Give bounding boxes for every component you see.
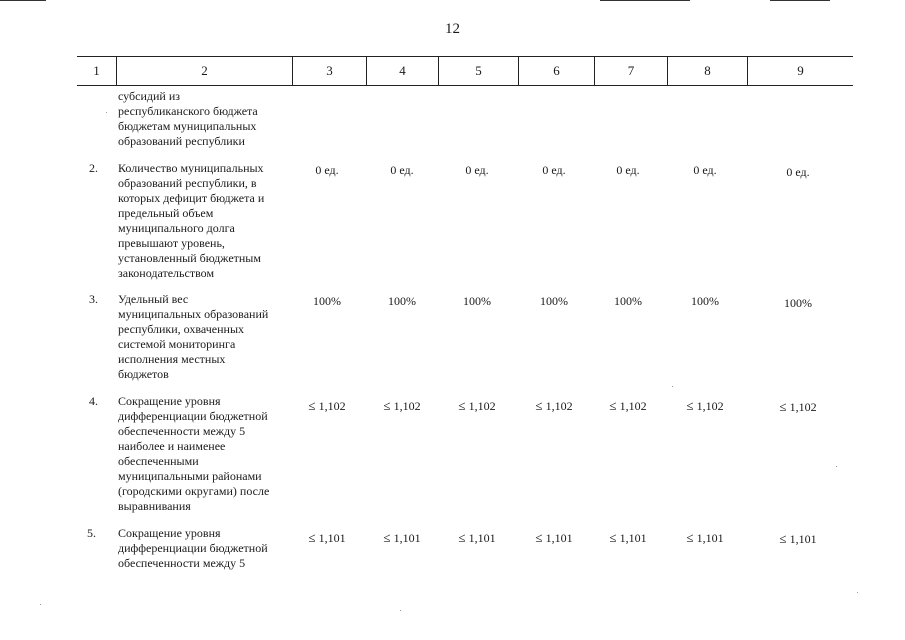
indicator-description: Удельный вес муниципальных образований республики, охваченных системой мониторинга исполнения местных бюджетов [118, 292, 269, 381]
value-col-8: ≤ 1,101 [686, 530, 724, 545]
value-col-5: 100% [463, 294, 491, 308]
value-col-9: 0 ед. [786, 165, 810, 179]
value-col-8: 0 ед. [693, 163, 717, 177]
value-col-7: 100% [614, 294, 642, 308]
value-col-4: 0 ед. [390, 163, 414, 177]
value-col-7: ≤ 1,101 [609, 530, 647, 545]
value-col-4: 100% [388, 294, 416, 308]
scan-speck [40, 604, 41, 605]
value-col-3: ≤ 1,102 [308, 398, 346, 413]
header-cell-3: 3 [292, 57, 366, 85]
value-col-7: 0 ед. [616, 163, 640, 177]
header-cell-8: 8 [667, 57, 747, 85]
value-col-3: ≤ 1,101 [308, 530, 346, 545]
row-number: 5. [87, 526, 96, 540]
indicator-description: Сокращение уровня дифференциации бюджетной обеспеченности между 5 [118, 526, 268, 570]
value-col-6: 0 ед. [542, 163, 566, 177]
value-col-8: 100% [691, 294, 719, 308]
scan-edge-line [0, 0, 46, 1]
header-cell-4: 4 [366, 57, 438, 85]
header-cell-2: 2 [116, 57, 292, 85]
page-number: 12 [445, 21, 460, 37]
row-number: 2. [89, 161, 98, 175]
scan-speck [672, 386, 673, 387]
value-col-9: ≤ 1,101 [779, 531, 817, 546]
header-cell-5: 5 [438, 57, 518, 85]
value-col-8: ≤ 1,102 [686, 398, 724, 413]
value-col-7: ≤ 1,102 [609, 398, 647, 413]
indicator-description: субсидий из республиканского бюджета бюджетам муниципальных образований республики [118, 89, 258, 148]
header-cell-7: 7 [594, 57, 667, 85]
value-col-4: ≤ 1,102 [383, 398, 421, 413]
value-col-3: 100% [313, 294, 341, 308]
scan-speck [106, 112, 107, 113]
indicator-description: Сокращение уровня дифференциации бюджетной обеспеченности между 5 наиболее и наименее обеспеченными муниципальными районами (городскими округами) после выравнивания [118, 394, 270, 513]
scan-edge-line [770, 0, 830, 1]
row-number: 4. [89, 394, 98, 408]
header-cell-9: 9 [747, 57, 853, 85]
header-cell-1: 1 [93, 63, 100, 78]
scan-speck [400, 610, 401, 611]
value-col-6: ≤ 1,102 [535, 398, 573, 413]
value-col-3: 0 ед. [315, 163, 339, 177]
value-col-9: 100% [784, 296, 812, 310]
value-col-6: ≤ 1,101 [535, 530, 573, 545]
value-col-4: ≤ 1,101 [383, 530, 421, 545]
scan-speck [836, 466, 837, 467]
indicator-description: Количество муниципальных образований республики, в которых дефицит бюджета и предельный объем муниципального долга превышают уровень, установленный бюджетным законодательством [118, 161, 265, 280]
row-number: 3. [89, 292, 98, 306]
value-col-5: ≤ 1,101 [458, 530, 496, 545]
value-col-5: 0 ед. [465, 163, 489, 177]
header-cell-6: 6 [518, 57, 594, 85]
scan-speck [857, 592, 858, 593]
value-col-6: 100% [540, 294, 568, 308]
value-col-9: ≤ 1,102 [779, 399, 817, 414]
value-col-5: ≤ 1,102 [458, 398, 496, 413]
scan-edge-line [600, 0, 690, 1]
table-header-row [77, 56, 853, 86]
